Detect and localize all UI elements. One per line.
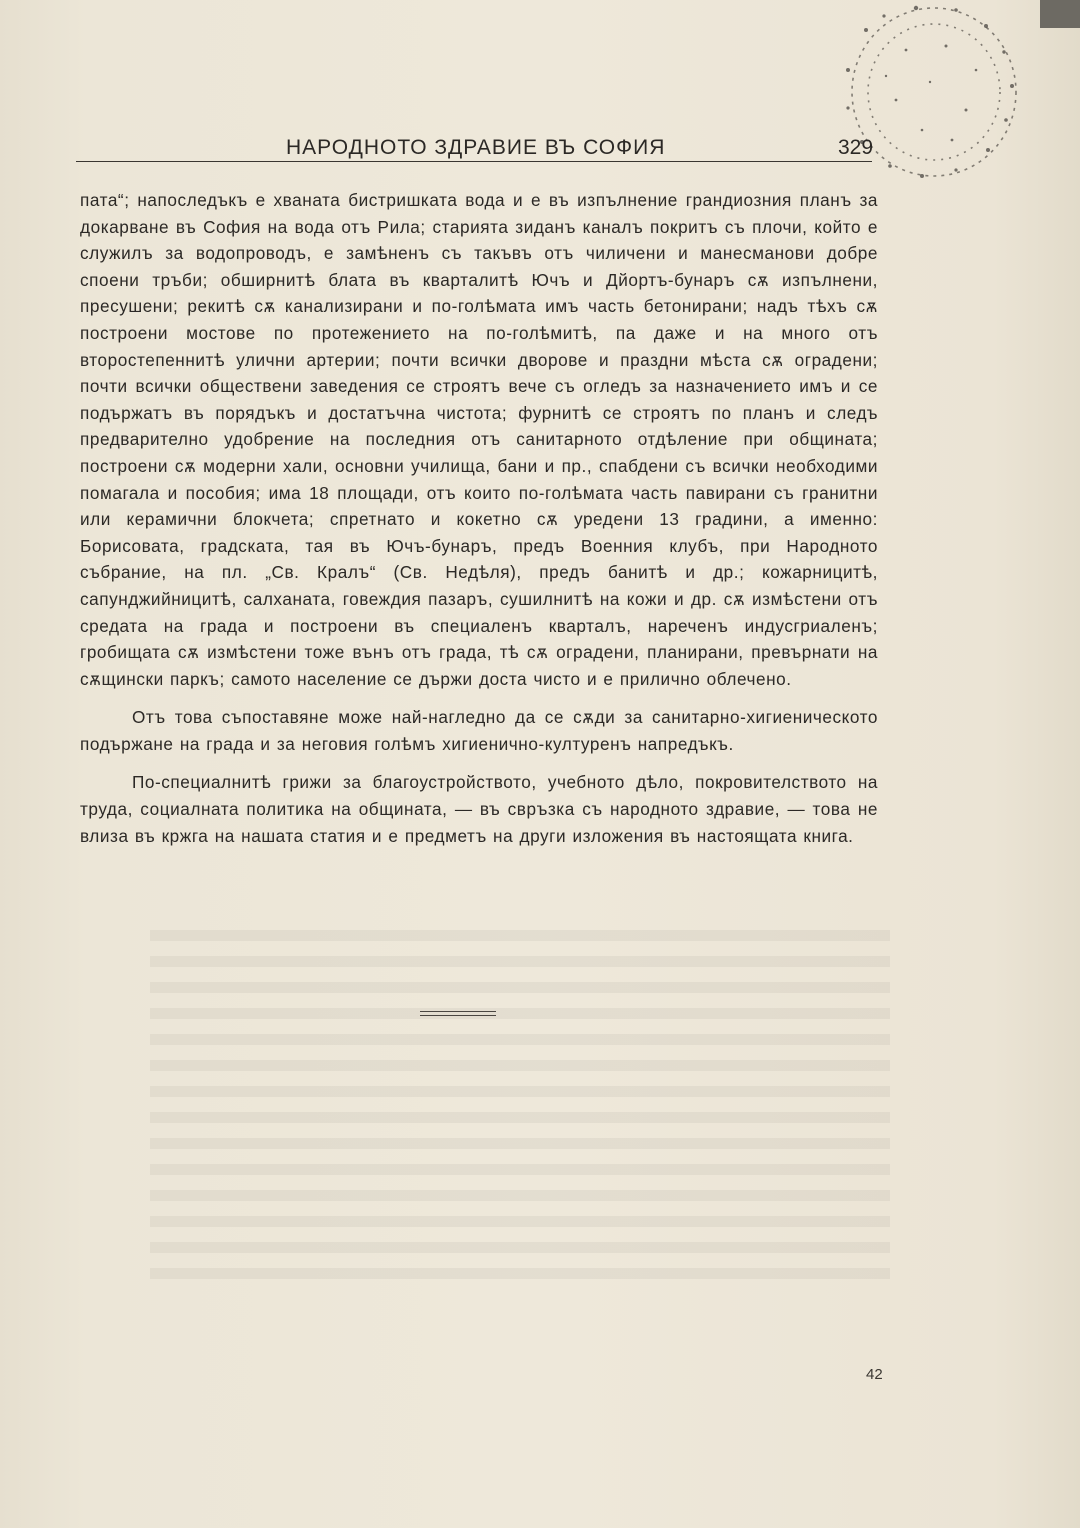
signature-number: 42 xyxy=(866,1366,883,1383)
page-number: 329 xyxy=(838,136,874,159)
header-rule xyxy=(76,161,872,162)
article-body xyxy=(80,187,878,861)
bleed-through xyxy=(150,930,890,1290)
running-head-title: НАРОДНОТО ЗДРАВИЕ ВЪ СОФИЯ xyxy=(286,136,666,159)
end-rule-bottom xyxy=(420,1015,496,1016)
paragraph-1: пата“; напоследъкъ е хваната бистришката вода и е въ изпълнение грандиозния планъ за докарване въ София на вода отъ Рила; старията зиданъ каналъ покритъ съ плочи, който е служилъ за водопроводъ, е замѣненъ съ такъвъ отъ чиличени и манесманови добре споени тръби; обширнитѣ блата въ кварталитѣ Ючъ и Дйортъ-бунаръ сѫ изпълнени, пресушени; рекитѣ сѫ канализирани и по-голѣмата имъ часть бетонирани; надъ тѣхъ сѫ построени мостове по протежението на по-голѣмитѣ, па даже и на много отъ второстепеннитѣ улични артерии; почти всички дворове и праздни мѣста сѫ оградени; почти всички обществени заведения се строятъ вече съ огледъ за назначението имъ и се подържатъ въ порядъкъ и достатъчна чистота; фурнитѣ се строятъ по планъ и следъ предварително удобрение на последния отъ санитарното отдѣление при общината; построени сѫ модерни хали, основни училища, бани и пр., спабдени съ всички необходими помагала и пособия; има 18 площади, отъ които по-голѣмата часть павирани съ гранитни или керамични блокчета; спретнато и кокетно сѫ уредени 13 градини, а именно: Борисовата, градската, тая въ Ючъ-бунаръ, предъ Военния клубъ, при Народното събрание, на пл. „Св. Кралъ“ (Св. Недѣля), предъ банитѣ и др.; кожарницитѣ, сапунджийницитѣ, салханата, говеждия пазаръ, сушилнитѣ на кожи и др. сѫ измѣстени отъ средата на града и построени въ специаленъ кварталъ, нареченъ индусгриаленъ; гробищата сѫ измѣстени тоже вънъ отъ града, тѣ сѫ оградени, планирани, превърнати на сѫщински паркъ; самото население се държи доста чисто и е прилично облечено. xyxy=(80,190,878,689)
paragraph-3: По-специалнитѣ грижи за благоустройството, учебното дѣло, покровителството на труда, социалната политика на общината, — въ свръзка съ народното здравие, — това не влиза въ кржга на нашата статия и е предметъ на други изложения въ настоящата книга. xyxy=(80,772,878,846)
scan-edge xyxy=(1040,0,1080,28)
paragraph-2: Отъ това съпоставяне може най-нагледно да се сѫди за санитарно-хигиеническото подържане на града и за неговия голѣмъ хигиенично-културенъ напредъкъ. xyxy=(80,707,878,754)
end-rule-top xyxy=(420,1011,496,1012)
